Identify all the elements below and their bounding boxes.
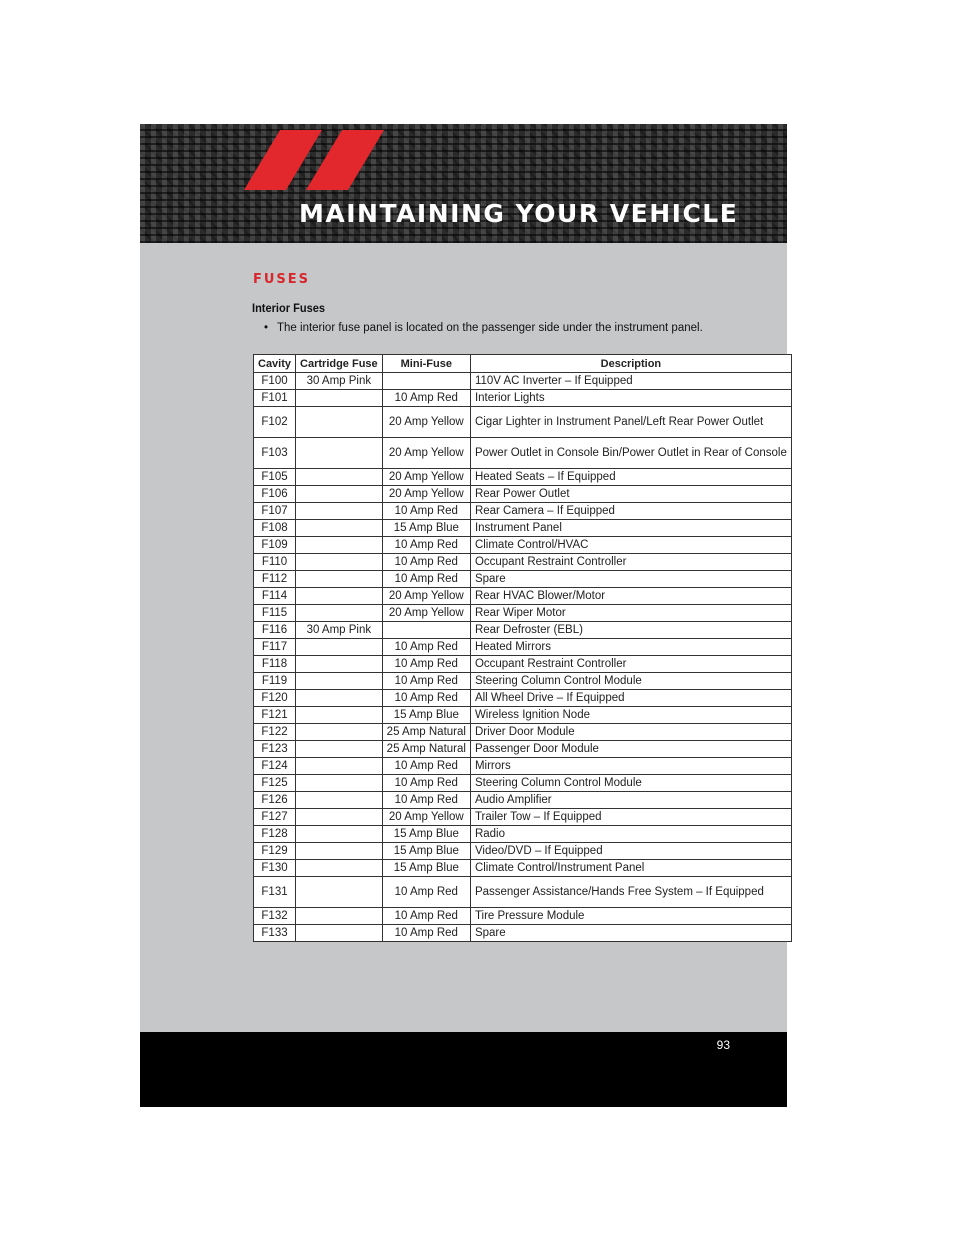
cell-cavity: F108 bbox=[254, 520, 296, 537]
chapter-title: MAINTAINING YOUR VEHICLE bbox=[299, 199, 739, 228]
cell-mini-fuse: 10 Amp Red bbox=[382, 554, 470, 571]
table-row bbox=[254, 503, 792, 520]
cell-description: Driver Door Module bbox=[470, 724, 791, 741]
bullet-text: The interior fuse panel is located on the passenger side under the instrument panel. bbox=[277, 322, 703, 334]
table-row bbox=[254, 520, 792, 537]
cell-mini-fuse: 10 Amp Red bbox=[382, 775, 470, 792]
column-header-mini-fuse: Mini-Fuse bbox=[382, 355, 470, 373]
cell-mini-fuse bbox=[382, 373, 470, 390]
cell-cartridge-fuse bbox=[296, 469, 383, 486]
cell-cavity: F122 bbox=[254, 724, 296, 741]
table-row bbox=[254, 673, 792, 690]
cell-description: Rear Power Outlet bbox=[470, 486, 791, 503]
cell-description: Mirrors bbox=[470, 758, 791, 775]
table-row bbox=[254, 639, 792, 656]
fuse-table-body bbox=[254, 373, 792, 942]
cell-description: Instrument Panel bbox=[470, 520, 791, 537]
cell-cavity: F127 bbox=[254, 809, 296, 826]
column-header-cavity: Cavity bbox=[254, 355, 296, 373]
cell-description: Rear Defroster (EBL) bbox=[470, 622, 791, 639]
table-row bbox=[254, 373, 792, 390]
cell-description: Rear Camera – If Equipped bbox=[470, 503, 791, 520]
cell-description: Radio bbox=[470, 826, 791, 843]
cell-description: Climate Control/HVAC bbox=[470, 537, 791, 554]
cell-description: All Wheel Drive – If Equipped bbox=[470, 690, 791, 707]
cell-description: Passenger Assistance/Hands Free System – If Equipped bbox=[470, 877, 791, 908]
cell-cartridge-fuse bbox=[296, 690, 383, 707]
cell-cartridge-fuse bbox=[296, 438, 383, 469]
table-row bbox=[254, 554, 792, 571]
table-row bbox=[254, 537, 792, 554]
cell-cartridge-fuse bbox=[296, 908, 383, 925]
table-row bbox=[254, 741, 792, 758]
cell-cavity: F118 bbox=[254, 656, 296, 673]
cell-cavity: F124 bbox=[254, 758, 296, 775]
cell-mini-fuse: 10 Amp Red bbox=[382, 925, 470, 942]
table-row bbox=[254, 843, 792, 860]
cell-description: Video/DVD – If Equipped bbox=[470, 843, 791, 860]
cell-cartridge-fuse bbox=[296, 639, 383, 656]
cell-mini-fuse: 20 Amp Yellow bbox=[382, 438, 470, 469]
cell-cartridge-fuse bbox=[296, 925, 383, 942]
table-row bbox=[254, 809, 792, 826]
cell-cavity: F123 bbox=[254, 741, 296, 758]
cell-cartridge-fuse bbox=[296, 843, 383, 860]
cell-cartridge-fuse bbox=[296, 407, 383, 438]
chapter-header bbox=[140, 124, 787, 243]
cell-cavity: F132 bbox=[254, 908, 296, 925]
table-row bbox=[254, 908, 792, 925]
bullet-item bbox=[264, 321, 704, 336]
table-row bbox=[254, 571, 792, 588]
cell-cavity: F128 bbox=[254, 826, 296, 843]
cell-description: Tire Pressure Module bbox=[470, 908, 791, 925]
cell-cavity: F102 bbox=[254, 407, 296, 438]
cell-cavity: F126 bbox=[254, 792, 296, 809]
cell-description: Heated Seats – If Equipped bbox=[470, 469, 791, 486]
cell-cartridge-fuse bbox=[296, 537, 383, 554]
cell-mini-fuse: 10 Amp Red bbox=[382, 503, 470, 520]
table-row bbox=[254, 860, 792, 877]
cell-cavity: F107 bbox=[254, 503, 296, 520]
cell-mini-fuse: 15 Amp Blue bbox=[382, 707, 470, 724]
fuse-table bbox=[253, 354, 792, 942]
cell-cavity: F112 bbox=[254, 571, 296, 588]
column-header-cartridge-fuse: Cartridge Fuse bbox=[296, 355, 383, 373]
cell-description: Spare bbox=[470, 571, 791, 588]
cell-mini-fuse: 25 Amp Natural bbox=[382, 741, 470, 758]
cell-mini-fuse: 20 Amp Yellow bbox=[382, 605, 470, 622]
cell-cavity: F105 bbox=[254, 469, 296, 486]
cell-mini-fuse bbox=[382, 622, 470, 639]
cell-mini-fuse: 10 Amp Red bbox=[382, 877, 470, 908]
cell-mini-fuse: 10 Amp Red bbox=[382, 908, 470, 925]
cell-cavity: F117 bbox=[254, 639, 296, 656]
cell-cartridge-fuse bbox=[296, 486, 383, 503]
cell-mini-fuse: 10 Amp Red bbox=[382, 690, 470, 707]
cell-mini-fuse: 20 Amp Yellow bbox=[382, 469, 470, 486]
cell-cartridge-fuse bbox=[296, 520, 383, 537]
cell-cavity: F121 bbox=[254, 707, 296, 724]
cell-mini-fuse: 20 Amp Yellow bbox=[382, 486, 470, 503]
cell-cavity: F119 bbox=[254, 673, 296, 690]
cell-mini-fuse: 20 Amp Yellow bbox=[382, 407, 470, 438]
table-row bbox=[254, 622, 792, 639]
cell-cavity: F103 bbox=[254, 438, 296, 469]
table-row bbox=[254, 656, 792, 673]
table-row bbox=[254, 775, 792, 792]
cell-cartridge-fuse bbox=[296, 792, 383, 809]
cell-mini-fuse: 15 Amp Blue bbox=[382, 843, 470, 860]
table-row bbox=[254, 724, 792, 741]
cell-cartridge-fuse bbox=[296, 707, 383, 724]
cell-cartridge-fuse bbox=[296, 826, 383, 843]
cell-description: Power Outlet in Console Bin/Power Outlet in Rear of Console bbox=[470, 438, 791, 469]
cell-mini-fuse: 25 Amp Natural bbox=[382, 724, 470, 741]
cell-cartridge-fuse bbox=[296, 571, 383, 588]
cell-mini-fuse: 10 Amp Red bbox=[382, 571, 470, 588]
manual-page bbox=[140, 124, 787, 1107]
cell-description: Steering Column Control Module bbox=[470, 775, 791, 792]
cell-cartridge-fuse: 30 Amp Pink bbox=[296, 622, 383, 639]
bullet-dot-icon: • bbox=[264, 322, 269, 334]
cell-description: Rear HVAC Blower/Motor bbox=[470, 588, 791, 605]
table-row bbox=[254, 925, 792, 942]
cell-description: Occupant Restraint Controller bbox=[470, 656, 791, 673]
subheading: Interior Fuses bbox=[252, 301, 326, 315]
cell-cartridge-fuse bbox=[296, 605, 383, 622]
cell-cavity: F115 bbox=[254, 605, 296, 622]
cell-description: Heated Mirrors bbox=[470, 639, 791, 656]
cell-mini-fuse: 10 Amp Red bbox=[382, 390, 470, 407]
table-header-row bbox=[254, 355, 792, 373]
column-header-description: Description bbox=[470, 355, 791, 373]
cell-cartridge-fuse bbox=[296, 741, 383, 758]
cell-cartridge-fuse bbox=[296, 877, 383, 908]
cell-cartridge-fuse bbox=[296, 390, 383, 407]
table-row bbox=[254, 792, 792, 809]
page-number: 93 bbox=[716, 1038, 730, 1052]
brand-stripes-logo bbox=[244, 130, 394, 192]
section-title: FUSES bbox=[253, 272, 311, 287]
cell-description: Occupant Restraint Controller bbox=[470, 554, 791, 571]
cell-description: 110V AC Inverter – If Equipped bbox=[470, 373, 791, 390]
cell-cartridge-fuse bbox=[296, 724, 383, 741]
table-row bbox=[254, 486, 792, 503]
cell-cavity: F131 bbox=[254, 877, 296, 908]
cell-mini-fuse: 10 Amp Red bbox=[382, 639, 470, 656]
cell-mini-fuse: 20 Amp Yellow bbox=[382, 588, 470, 605]
cell-description: Audio Amplifier bbox=[470, 792, 791, 809]
cell-cartridge-fuse bbox=[296, 809, 383, 826]
table-row bbox=[254, 390, 792, 407]
cell-mini-fuse: 15 Amp Blue bbox=[382, 826, 470, 843]
cell-cavity: F120 bbox=[254, 690, 296, 707]
table-row bbox=[254, 877, 792, 908]
cell-description: Trailer Tow – If Equipped bbox=[470, 809, 791, 826]
table-row bbox=[254, 469, 792, 486]
table-row bbox=[254, 707, 792, 724]
table-row bbox=[254, 588, 792, 605]
cell-cartridge-fuse: 30 Amp Pink bbox=[296, 373, 383, 390]
cell-mini-fuse: 10 Amp Red bbox=[382, 656, 470, 673]
table-row bbox=[254, 605, 792, 622]
cell-description: Interior Lights bbox=[470, 390, 791, 407]
cell-mini-fuse: 10 Amp Red bbox=[382, 537, 470, 554]
page-footer bbox=[140, 1032, 787, 1107]
cell-cartridge-fuse bbox=[296, 673, 383, 690]
cell-cavity: F129 bbox=[254, 843, 296, 860]
cell-mini-fuse: 15 Amp Blue bbox=[382, 860, 470, 877]
cell-description: Climate Control/Instrument Panel bbox=[470, 860, 791, 877]
cell-cavity: F101 bbox=[254, 390, 296, 407]
cell-mini-fuse: 10 Amp Red bbox=[382, 758, 470, 775]
cell-cavity: F125 bbox=[254, 775, 296, 792]
cell-description: Rear Wiper Motor bbox=[470, 605, 791, 622]
table-row bbox=[254, 407, 792, 438]
cell-cartridge-fuse bbox=[296, 758, 383, 775]
cell-description: Cigar Lighter in Instrument Panel/Left Rear Power Outlet bbox=[470, 407, 791, 438]
cell-cartridge-fuse bbox=[296, 860, 383, 877]
cell-cavity: F100 bbox=[254, 373, 296, 390]
cell-cavity: F130 bbox=[254, 860, 296, 877]
cell-description: Steering Column Control Module bbox=[470, 673, 791, 690]
cell-cartridge-fuse bbox=[296, 503, 383, 520]
table-row bbox=[254, 438, 792, 469]
cell-mini-fuse: 10 Amp Red bbox=[382, 792, 470, 809]
cell-cavity: F106 bbox=[254, 486, 296, 503]
cell-cavity: F114 bbox=[254, 588, 296, 605]
cell-cavity: F109 bbox=[254, 537, 296, 554]
cell-cavity: F116 bbox=[254, 622, 296, 639]
table-row bbox=[254, 690, 792, 707]
cell-mini-fuse: 20 Amp Yellow bbox=[382, 809, 470, 826]
cell-description: Passenger Door Module bbox=[470, 741, 791, 758]
cell-cartridge-fuse bbox=[296, 656, 383, 673]
cell-cavity: F133 bbox=[254, 925, 296, 942]
cell-cartridge-fuse bbox=[296, 554, 383, 571]
cell-cavity: F110 bbox=[254, 554, 296, 571]
table-row bbox=[254, 826, 792, 843]
cell-mini-fuse: 10 Amp Red bbox=[382, 673, 470, 690]
cell-cartridge-fuse bbox=[296, 775, 383, 792]
cell-mini-fuse: 15 Amp Blue bbox=[382, 520, 470, 537]
cell-description: Wireless Ignition Node bbox=[470, 707, 791, 724]
cell-cartridge-fuse bbox=[296, 588, 383, 605]
table-row bbox=[254, 758, 792, 775]
cell-description: Spare bbox=[470, 925, 791, 942]
